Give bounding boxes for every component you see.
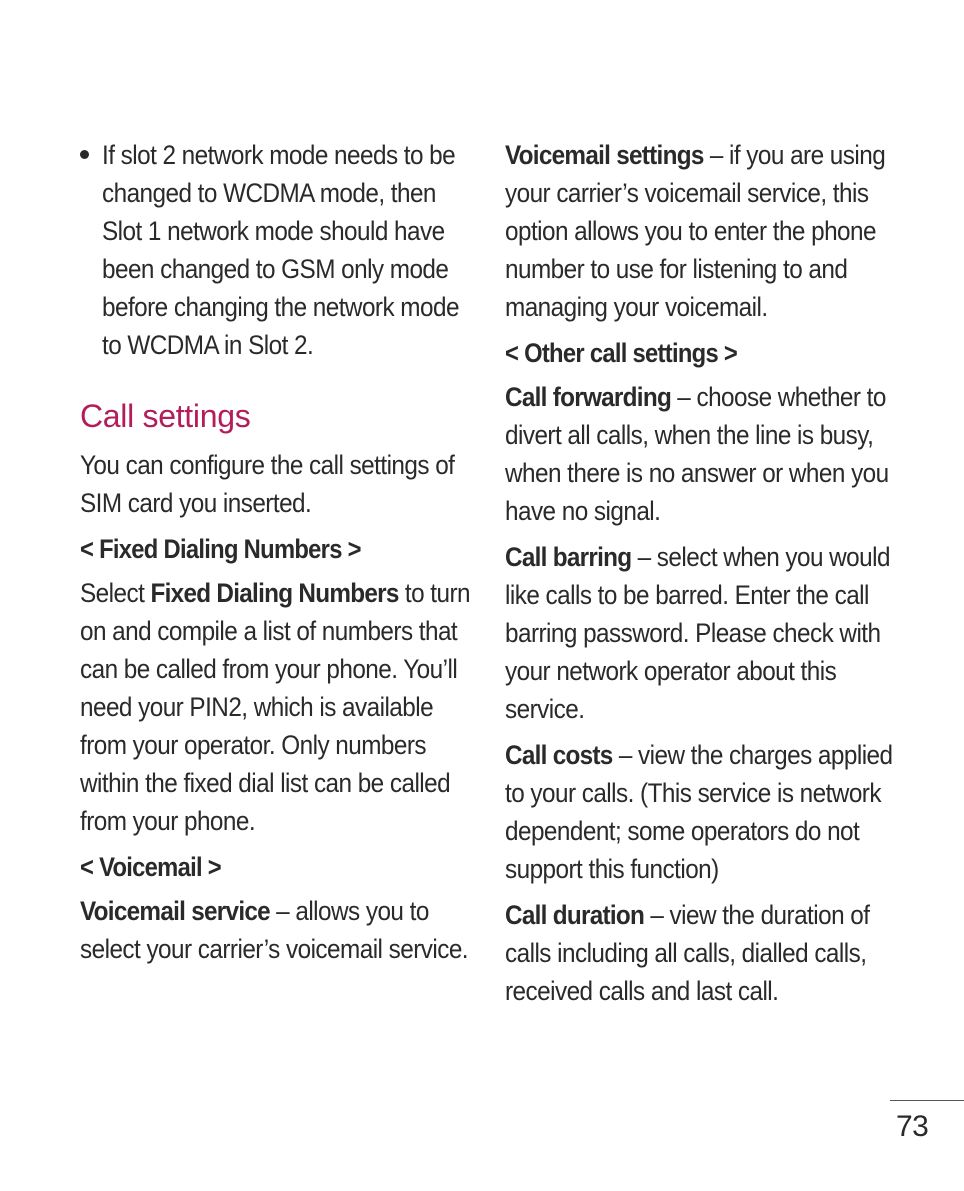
intro-text: You can configure the call settings of SIM card you inserted. — [80, 450, 455, 518]
voicemail-service-term: Voicemail service — [80, 896, 270, 926]
call-barring-paragraph — [505, 538, 905, 728]
call-forwarding-term: Call forwarding — [505, 382, 672, 412]
voicemail-settings-text: – if you are using your carrier’s voicemail service, this option allows you to enter the phone number to use for listening to and managing your voicemail. — [505, 140, 886, 322]
call-costs-text: – view the charges applied to your calls. (This service is network dependent; some operators do not support this function) — [505, 740, 893, 884]
bullet-item — [80, 136, 480, 364]
right-column — [505, 136, 905, 1018]
call-costs-paragraph — [505, 736, 905, 888]
page-number-rule — [890, 1100, 964, 1101]
call-forwarding-paragraph — [505, 378, 905, 530]
fdn-paragraph — [80, 574, 480, 840]
call-forwarding-text: – choose whether to divert all calls, when the line is busy, when there is no answer or when you have no signal. — [505, 382, 889, 526]
fdn-heading: < Fixed Dialing Numbers > — [80, 534, 361, 564]
left-column — [80, 136, 480, 976]
call-duration-text: – view the duration of calls including all calls, dialled calls, received calls and last call. — [505, 900, 870, 1006]
bullet-icon — [80, 150, 89, 159]
bullet-text: If slot 2 network mode needs to be changed to WCDMA mode, then Slot 1 network mode should have been changed to GSM only mode before changing the network mode to WCDMA in Slot 2. — [102, 140, 459, 360]
voicemail-settings-term: Voicemail settings — [505, 140, 704, 170]
call-barring-text: – select when you would like calls to be barred. Enter the call barring password. Please check with your network operator about this service. — [505, 542, 890, 724]
voicemail-service-text: – allows you to select your carrier’s voicemail service. — [80, 896, 469, 964]
call-costs-term: Call costs — [505, 740, 613, 770]
section-title: Call settings — [80, 398, 251, 434]
fdn-term: Fixed Dialing Numbers — [150, 578, 399, 608]
call-barring-term: Call barring — [505, 542, 632, 572]
voicemail-settings-paragraph — [505, 136, 905, 326]
other-call-settings-heading: < Other call settings > — [505, 338, 738, 368]
call-duration-term: Call duration — [505, 900, 645, 930]
voicemail-heading: < Voicemail > — [80, 852, 221, 882]
voicemail-service-paragraph — [80, 892, 480, 968]
fdn-prefix: Select — [80, 578, 151, 608]
page-number: 73 — [896, 1110, 929, 1143]
call-duration-paragraph — [505, 896, 905, 1010]
fdn-text: to turn on and compile a list of numbers that can be called from your phone. You’ll need your PIN2, which is available from your operator. Only numbers within the fixed dial list can be called from your phone. — [80, 578, 471, 836]
